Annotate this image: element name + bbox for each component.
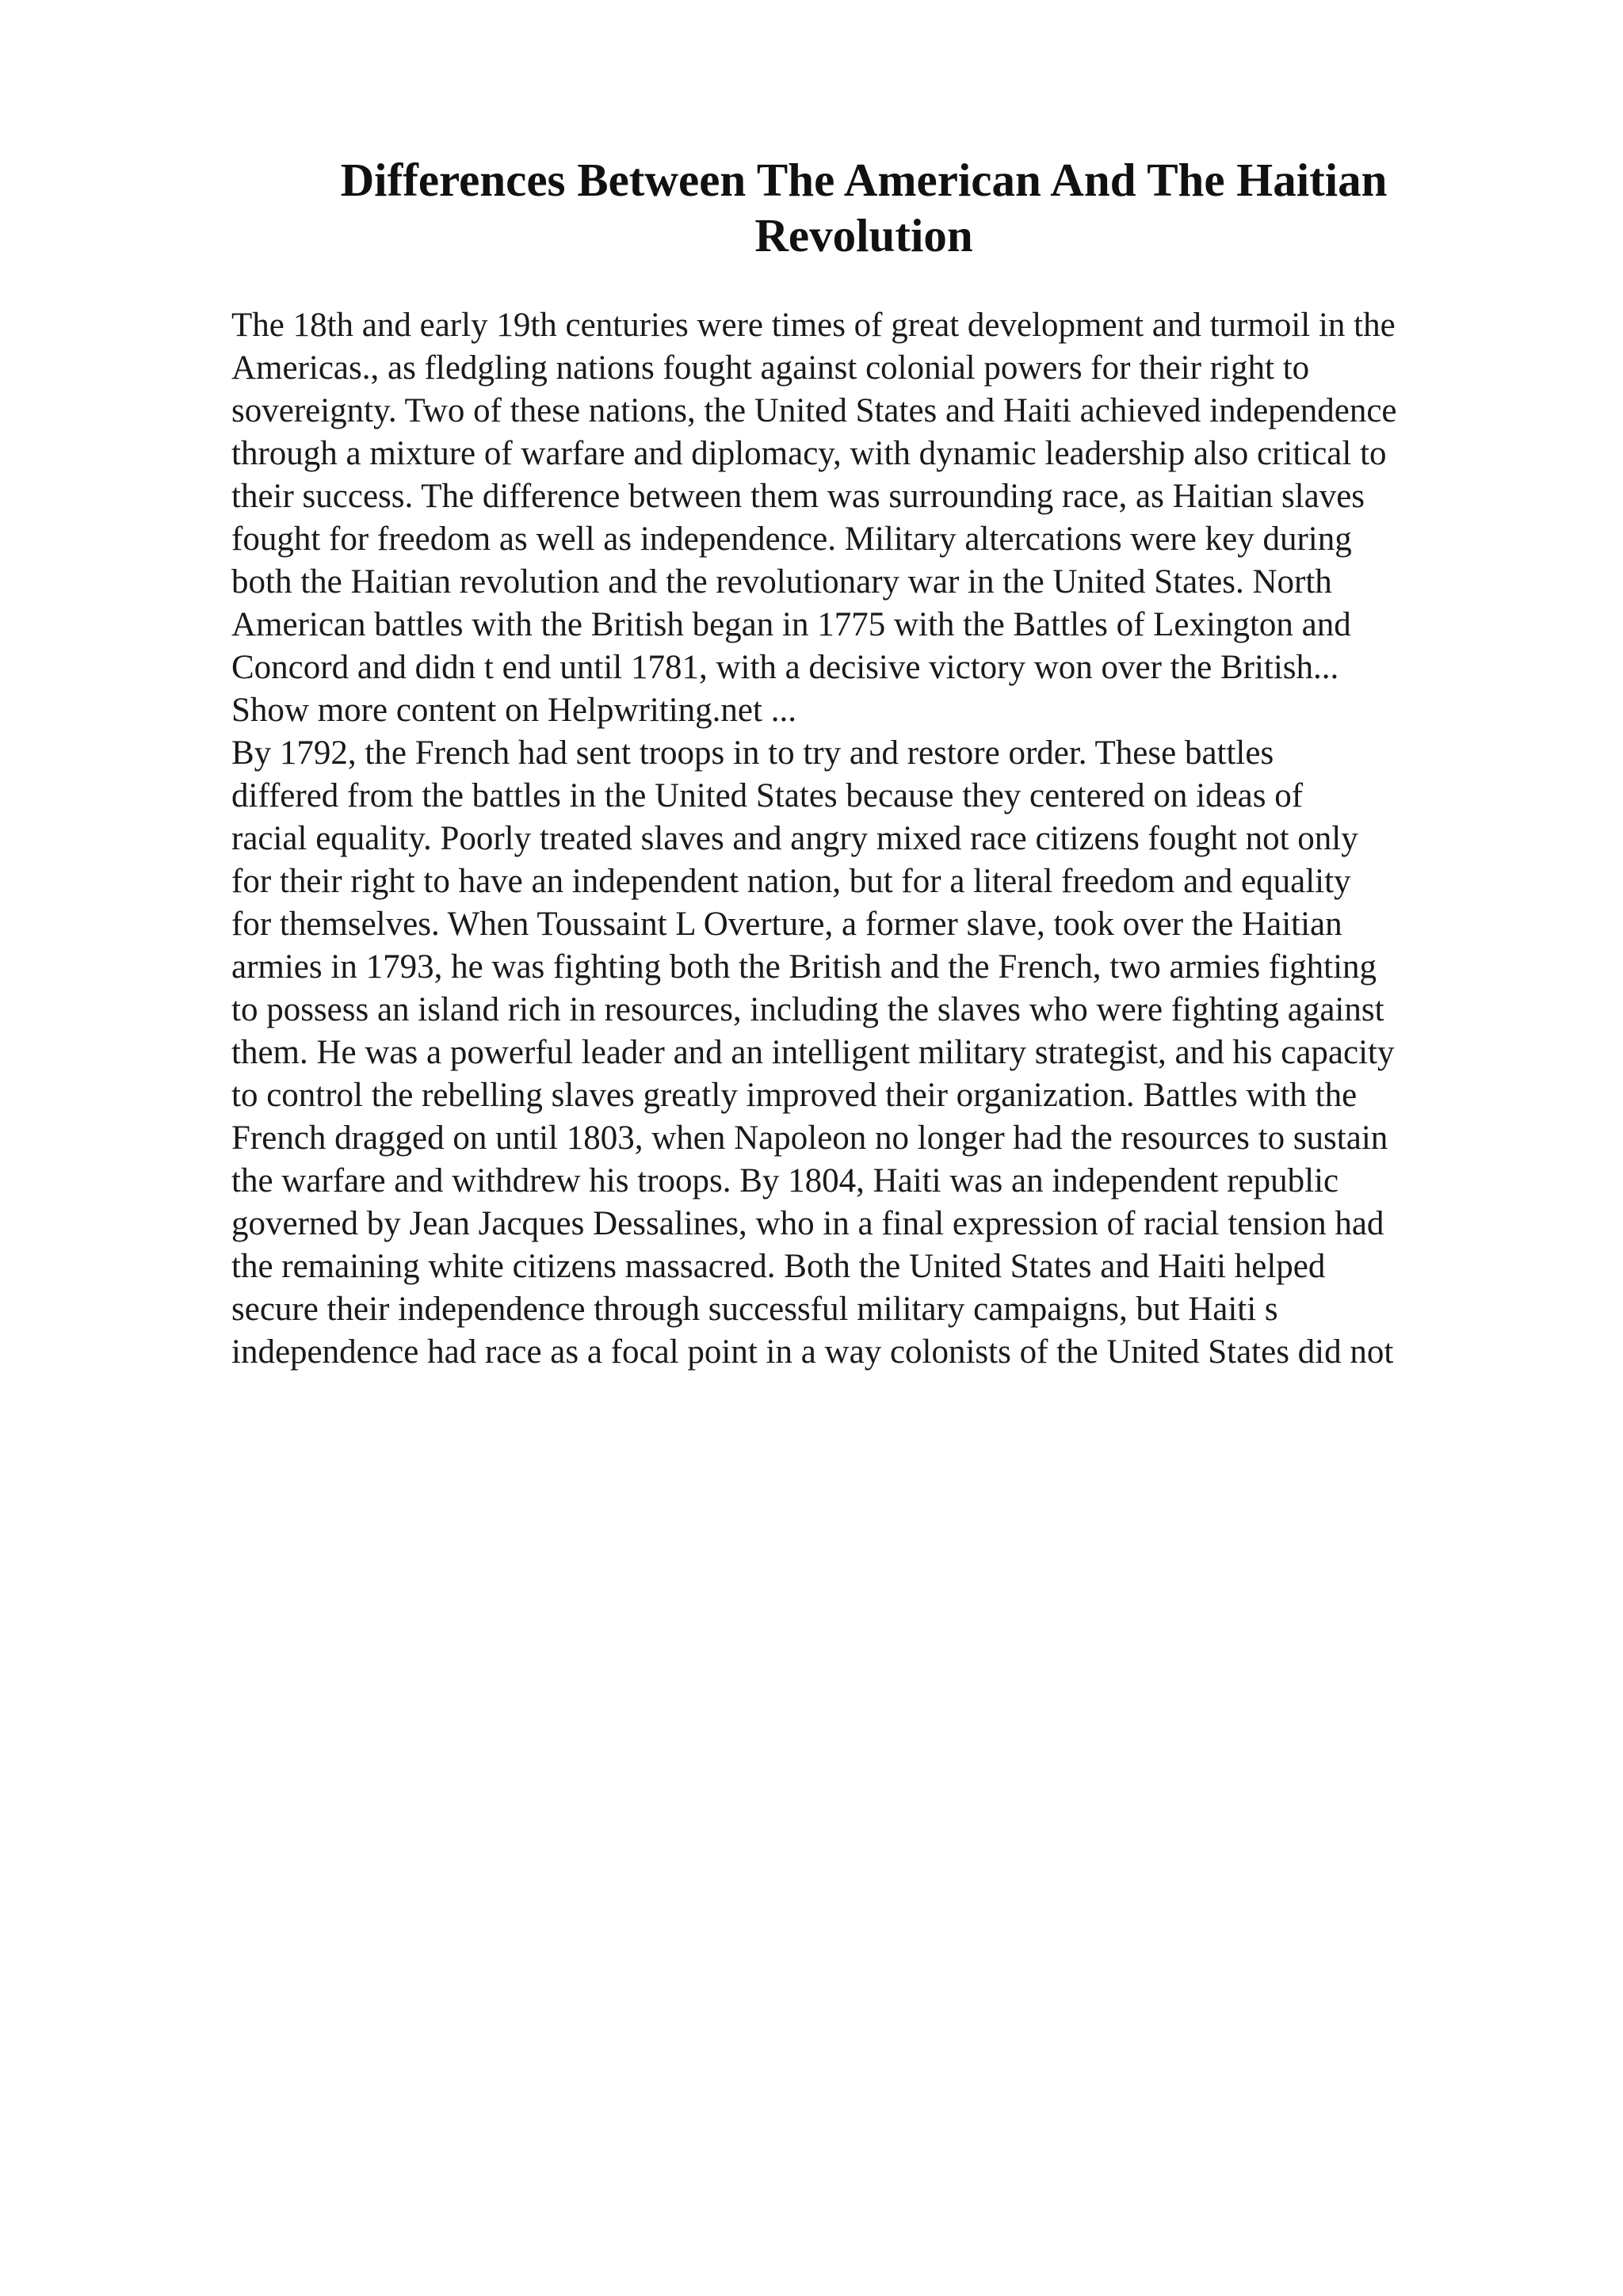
body-line: governed by Jean Jacques Dessalines, who in a final expression of racial tension had	[231, 1205, 1384, 1242]
body-line: Americas., as fledgling nations fought against colonial powers for their right to	[231, 349, 1310, 387]
show-more-line: Show more content on Helpwriting.net ...	[231, 692, 796, 729]
body-line: racial equality. Poorly treated slaves and angry mixed race citizens fought not only	[231, 820, 1358, 857]
body-line: their success. The difference between them was surrounding race, as Haitian slaves	[231, 478, 1365, 515]
body-line: armies in 1793, he was fighting both the British and the French, two armies fighting	[231, 948, 1377, 986]
body-line: secure their independence through successful military campaigns, but Haiti s	[231, 1291, 1278, 1328]
body-line: the warfare and withdrew his troops. By 1804, Haiti was an independent republic	[231, 1162, 1339, 1199]
body-line: both the Haitian revolution and the revolutionary war in the United States. North	[231, 563, 1332, 601]
body-line: The 18th and early 19th centuries were times of great development and turmoil in the	[231, 307, 1396, 344]
body-line: American battles with the British began in 1775 with the Battles of Lexington and	[231, 606, 1351, 643]
body-line: Concord and didn t end until 1781, with a decisive victory won over the British...	[231, 649, 1339, 686]
document-body	[231, 304, 1515, 1374]
body-line: By 1792, the French had sent troops in to try and restore order. These battles	[231, 734, 1274, 772]
body-line: French dragged on until 1803, when Napoleon no longer had the resources to sustain	[231, 1119, 1388, 1157]
body-line: to possess an island rich in resources, including the slaves who were fighting against	[231, 991, 1384, 1028]
body-line: sovereignty. Two of these nations, the United States and Haiti achieved independence	[231, 392, 1397, 429]
body-line: for their right to have an independent nation, but for a literal freedom and equality	[231, 863, 1351, 900]
body-line: through a mixture of warfare and diplomacy, with dynamic leadership also critical to	[231, 435, 1387, 472]
body-line: independence had race as a focal point in a way colonists of the United States did not	[231, 1333, 1394, 1371]
body-line: for themselves. When Toussaint L Overture, a former slave, took over the Haitian	[231, 906, 1342, 943]
body-line: the remaining white citizens massacred. Both the United States and Haiti helped	[231, 1248, 1326, 1285]
body-line: to control the rebelling slaves greatly improved their organization. Battles with the	[231, 1077, 1358, 1114]
document-title: Differences Between The American And The Haitian Revolution	[340, 154, 1388, 261]
body-line: fought for freedom as well as independence. Military altercations were key during	[231, 521, 1352, 558]
body-line: differed from the battles in the United States because they centered on ideas of	[231, 777, 1304, 814]
body-line: them. He was a powerful leader and an intelligent military strategist, and his capacity	[231, 1034, 1395, 1071]
